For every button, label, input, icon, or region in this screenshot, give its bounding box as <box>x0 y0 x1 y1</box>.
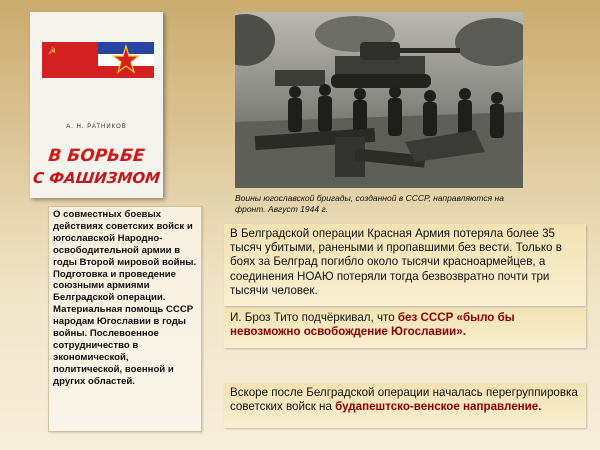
book-title-line2: С ФАШИЗМОМ <box>32 169 162 187</box>
book-description-text: О совместных боевых действиях советских войск и югославской Народно-освободительной армии в годы Второй мировой войны. Подготовка и проведение союзными армиями Белградской операции. Материальная помощь СССР народам Югославии в годы войны. Послевоенное сотрудничество в экономической, политической, военной и других областей. <box>53 209 197 387</box>
war-photo <box>235 12 523 188</box>
tito-quote-text <box>224 308 586 342</box>
book-author: А. Н. РАТНИКОВ <box>66 124 127 130</box>
tito-quote-highlight: без СССР «было бы невозможно освобождение Югославии». <box>230 311 515 339</box>
tito-quote-prefix: И. Броз Тито подчёркивал, что <box>230 311 398 324</box>
tito-quote-box <box>224 308 586 348</box>
photo-caption: Воины югославской бригады, созданной в СССР, направляются на фронт. Август 1944 г. <box>235 193 504 214</box>
regrouping-highlight: будапештско-венское направление. <box>335 400 542 414</box>
book-title-line1: В БОРЬБЕ <box>47 146 146 166</box>
flags-icon <box>42 42 154 78</box>
soldiers-photo-image <box>235 12 523 188</box>
book-cover <box>30 12 163 198</box>
regrouping-box <box>224 383 586 428</box>
svg-text:☭: ☭ <box>48 47 57 57</box>
belgrade-losses-text: В Белградской операции Красная Армия потеряла более 35 тысяч убитыми, ранеными и пропавшими без вести. Только в боях за Белград погибло около тысячи красноармейцев, а соединения НОАЮ потеряли тогда безвозвратно почти три тысячи человек. <box>230 227 562 297</box>
regrouping-main: Вскоре после Белградской операции началась перегруппировка советских войск на <box>230 386 578 414</box>
book-description-box <box>48 206 202 432</box>
belgrade-losses-box <box>224 224 586 306</box>
regrouping-text <box>224 383 586 417</box>
